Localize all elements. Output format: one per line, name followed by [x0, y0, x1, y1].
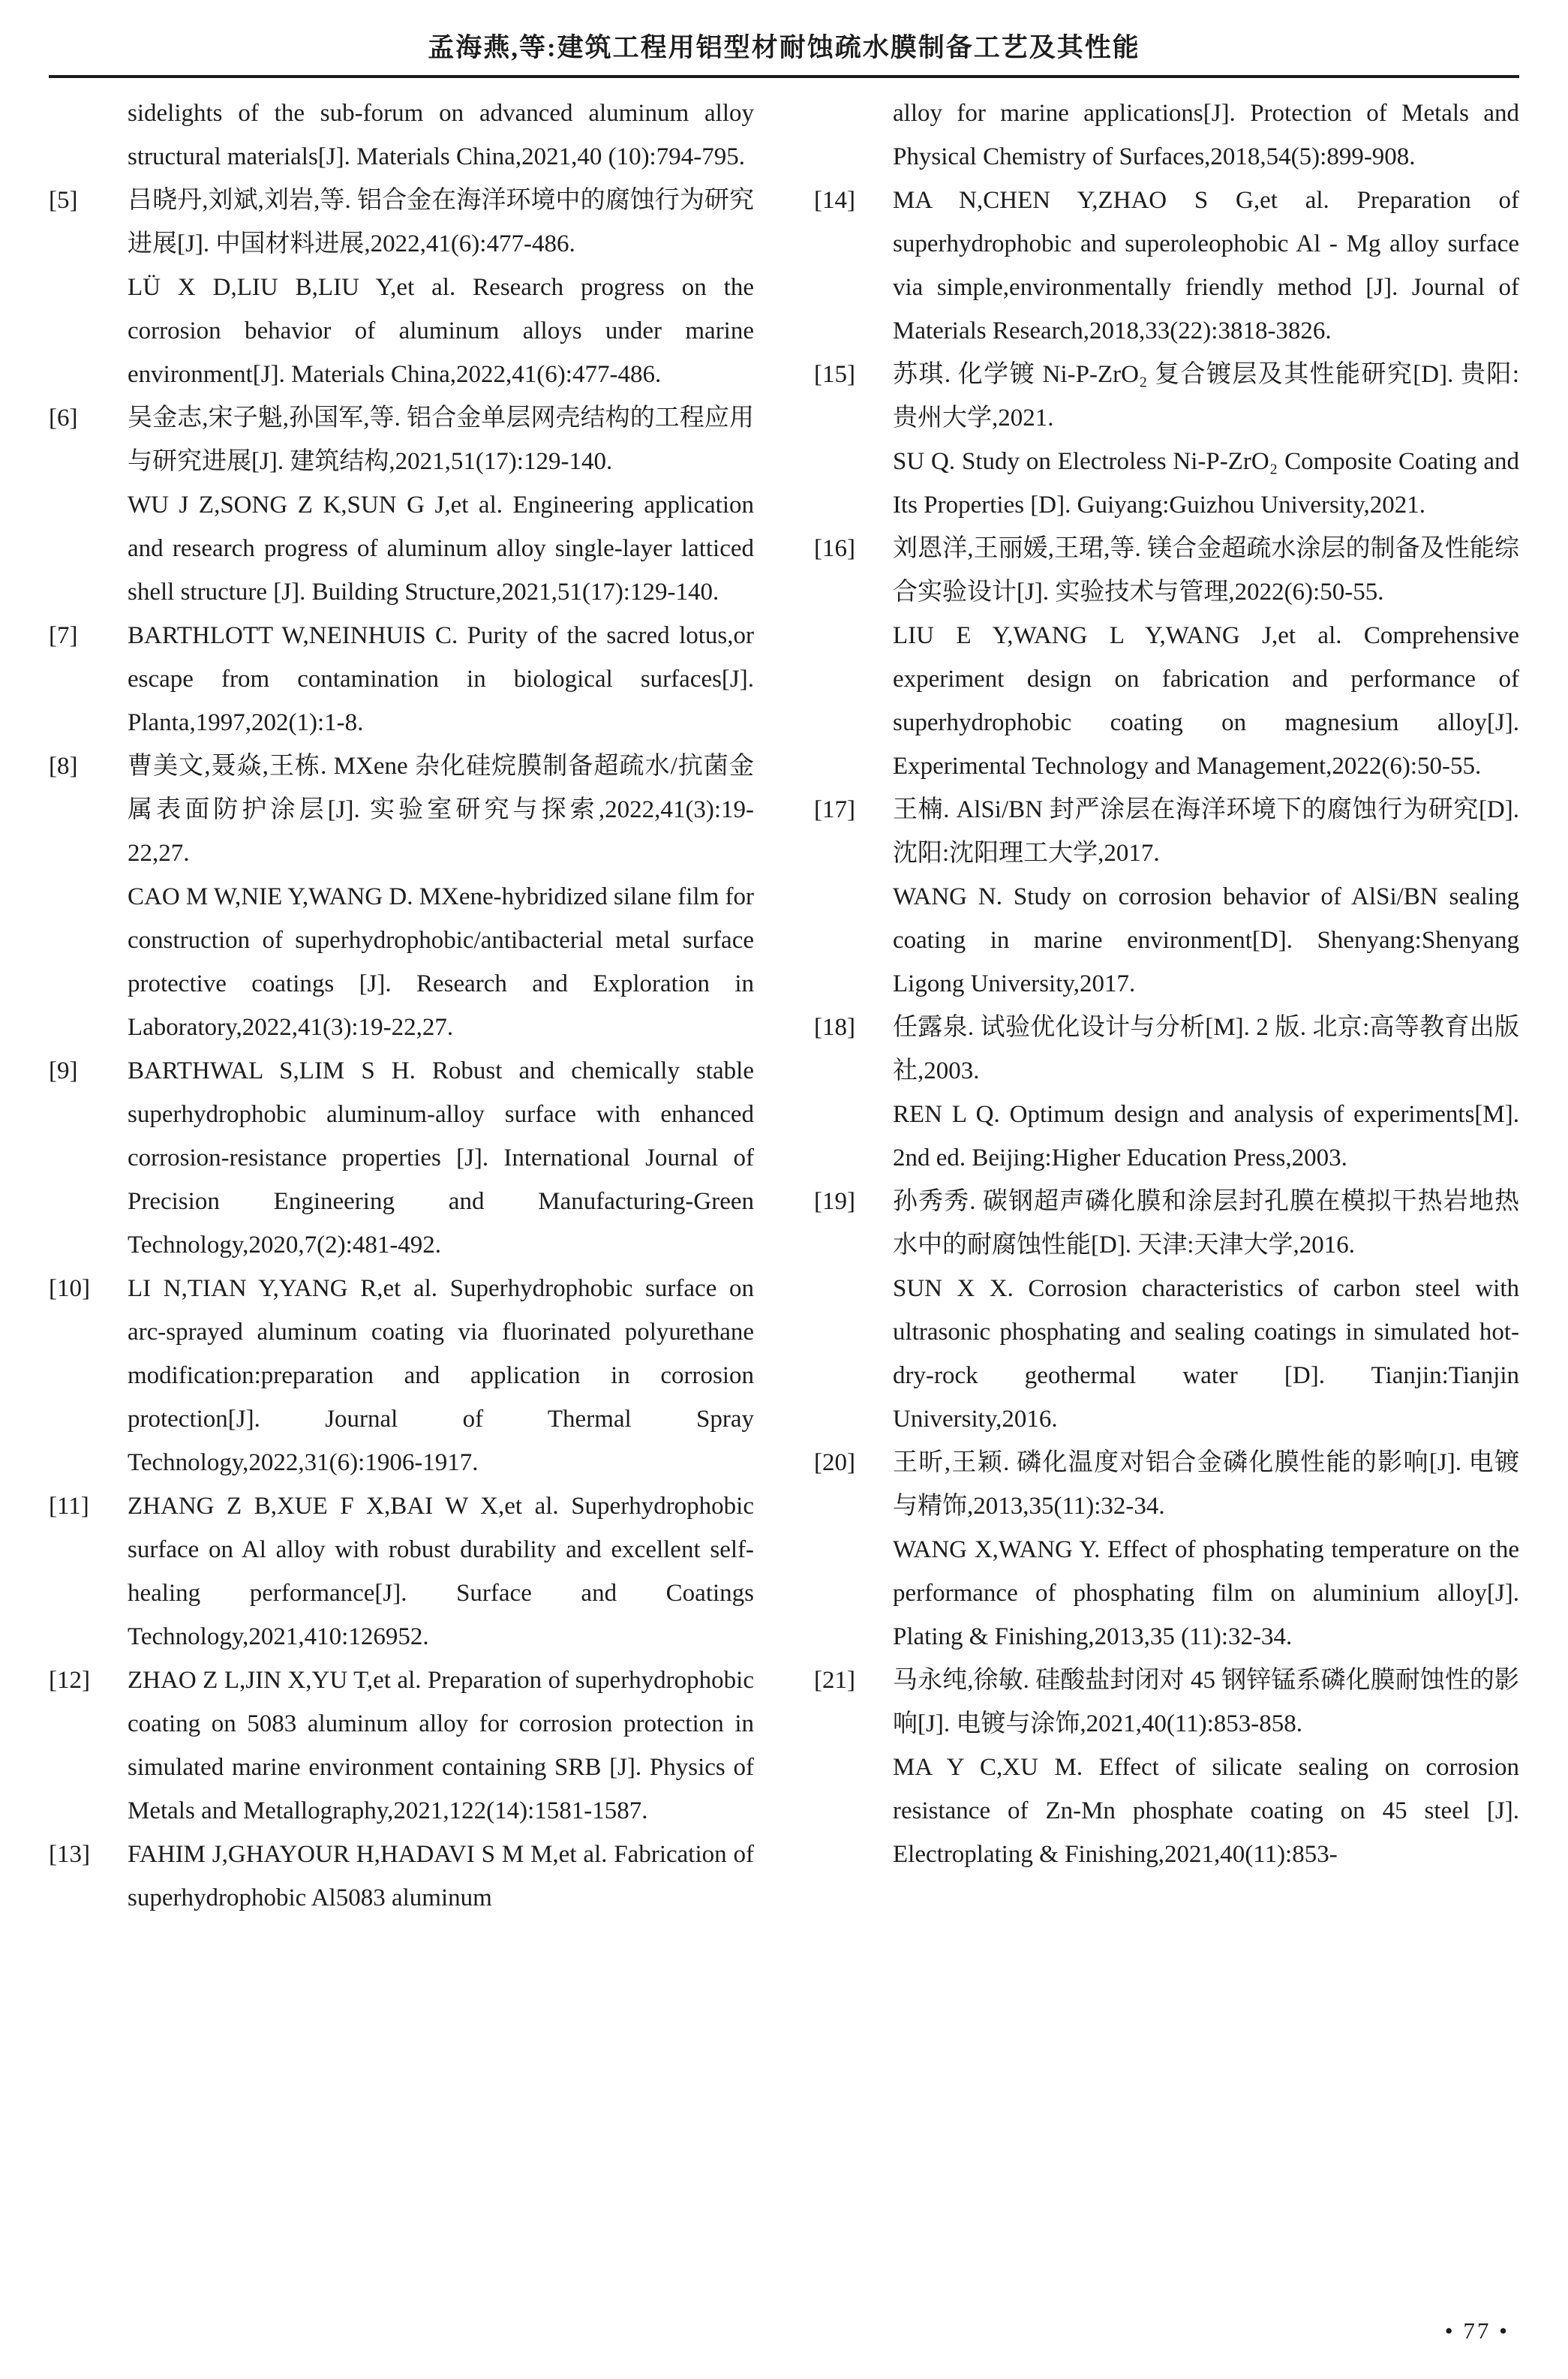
reference-text: [128, 614, 754, 744]
reference-text: [128, 1659, 754, 1833]
reference-citation: BARTHWAL S,LIM S H. Robust and chemically stable superhydrophobic aluminum-alloy surface with enhanced corrosion-resistance properties [J]. International Journal of Precision Engineering and Manufacturing-Green Technology,2020,7(2):481-492.: [128, 1057, 754, 1259]
reference-entry: [814, 179, 1519, 353]
reference-number: [20]: [814, 1449, 855, 1476]
reference-citation: 苏琪. 化学镀 Ni-P-ZrO₂ 复合镀层及其性能研究[D]. 贵阳:贵州大学,2021.: [893, 361, 1519, 432]
running-head-title: 孟海燕,等:建筑工程用铝型材耐蚀疏水膜制备工艺及其性能: [428, 33, 1140, 62]
reference-translation: MA Y C,XU M. Effect of silicate sealing on corrosion resistance of Zn-Mn phosphate coating on 45 steel [J]. Electroplating & Finishing,2021,40(11):853-: [893, 1754, 1519, 1868]
reference-number: [16]: [814, 535, 855, 562]
reference-number: [12]: [49, 1667, 90, 1694]
reference-citation: ZHAO Z L,JIN X,YU T,et al. Preparation of superhydrophobic coating on 5083 aluminum alloy for corrosion protection in simulated marine environment containing SRB [J]. Physics of Metals and Metallography,2021,122(14):1581-1587.: [128, 1667, 754, 1824]
reference-text: [893, 1180, 1519, 1441]
reference-text: [893, 1659, 1519, 1876]
reference-citation: 王楠. AlSi/BN 封严涂层在海洋环境下的腐蚀行为研究[D]. 沈阳:沈阳理工大学,2017.: [893, 796, 1519, 867]
reference-entry: [49, 1484, 754, 1659]
reference-translation: LÜ X D,LIU B,LIU Y,et al. Research progress on the corrosion behavior of aluminum alloys under marine environment[J]. Materials China,2022,41(6):477-486.: [128, 274, 754, 388]
reference-citation: LI N,TIAN Y,YANG R,et al. Superhydrophobic surface on arc-sprayed aluminum coating via fluorinated polyurethane modification:preparation and application in corrosion protection[J]. Journal of Thermal Spray Technology,2022,31(6):1906-1917.: [128, 1275, 754, 1476]
reference-translation: WANG N. Study on corrosion behavior of AlSi/BN sealing coating in marine environment[D]. Shenyang:Shenyang Ligong University,2017.: [893, 883, 1519, 997]
reference-text: [893, 179, 1519, 353]
reference-continuation: [814, 92, 1519, 179]
reference-number: [7]: [49, 622, 78, 649]
reference-entry: [814, 1441, 1519, 1659]
reference-text: [128, 1484, 754, 1659]
reference-number: [14]: [814, 187, 855, 214]
reference-entry: [49, 396, 754, 614]
reference-text: [893, 92, 1519, 179]
reference-number: [9]: [49, 1057, 78, 1084]
reference-citation: BARTHLOTT W,NEINHUIS C. Purity of the sacred lotus,or escape from contamination in biological surfaces[J]. Planta,1997,202(1):1-8.: [128, 622, 754, 736]
reference-number: [13]: [49, 1841, 90, 1868]
reference-entry: [814, 1180, 1519, 1441]
reference-citation: 任露泉. 试验优化设计与分析[M]. 2 版. 北京:高等教育出版社,2003.: [893, 1014, 1519, 1084]
reference-text: [128, 1049, 754, 1267]
reference-citation: alloy for marine applications[J]. Protection of Metals and Physical Chemistry of Surfaces,2018,54(5):899-908.: [893, 100, 1519, 170]
reference-number: [8]: [49, 753, 78, 780]
reference-citation: 刘恩洋,王丽媛,王珺,等. 镁合金超疏水涂层的制备及性能综合实验设计[J]. 实验技术与管理,2022(6):50-55.: [893, 535, 1519, 606]
reference-number: [11]: [49, 1493, 89, 1520]
reference-citation: MA N,CHEN Y,ZHAO S G,et al. Preparation of superhydrophobic and superoleophobic Al - Mg alloy surface via simple,environmentally friendly method [J]. Journal of Materials Research,2018,33(22):3818-3826.: [893, 187, 1519, 344]
reference-citation: 吴金志,宋子魁,孙国军,等. 铝合金单层网壳结构的工程应用与研究进展[J]. 建筑结构,2021,51(17):129-140.: [128, 405, 754, 475]
reference-continuation: [49, 92, 754, 179]
reference-citation: 曹美文,聂焱,王栋. MXene 杂化硅烷膜制备超疏水/抗菌金属表面防护涂层[J]. 实验室研究与探索,2022,41(3):19-22,27.: [128, 753, 754, 867]
references-left-column: [49, 92, 754, 1920]
reference-entry: [49, 179, 754, 396]
reference-citation: 吕晓丹,刘斌,刘岩,等. 铝合金在海洋环境中的腐蚀行为研究进展[J]. 中国材料进展,2022,41(6):477-486.: [128, 187, 754, 257]
reference-citation: 孙秀秀. 碳钢超声磷化膜和涂层封孔膜在模拟干热岩地热水中的耐腐蚀性能[D]. 天津:天津大学,2016.: [893, 1188, 1519, 1259]
reference-entry: [49, 1659, 754, 1833]
reference-text: [128, 1267, 754, 1484]
reference-entry: [814, 1006, 1519, 1180]
header-rule: [49, 75, 1519, 78]
reference-translation: WANG X,WANG Y. Effect of phosphating temperature on the performance of phosphating film on aluminium alloy[J]. Plating & Finishing,2013,35 (11):32-34.: [893, 1536, 1519, 1650]
reference-number: [18]: [814, 1014, 855, 1041]
reference-translation: SU Q. Study on Electroless Ni-P-ZrO₂ Composite Coating and Its Properties [D]. Guiyang:Guizhou University,2021.: [893, 448, 1519, 519]
reference-translation: REN L Q. Optimum design and analysis of experiments[M]. 2nd ed. Beijing:Higher Education Press,2003.: [893, 1101, 1519, 1171]
references-section: [49, 92, 1519, 1920]
reference-text: [128, 1833, 754, 1920]
reference-citation: FAHIM J,GHAYOUR H,HADAVI S M M,et al. Fabrication of superhydrophobic Al5083 aluminum: [128, 1841, 754, 1911]
reference-text: [893, 353, 1519, 527]
reference-number: [15]: [814, 361, 855, 388]
reference-entry: [49, 1049, 754, 1267]
reference-translation: LIU E Y,WANG L Y,WANG J,et al. Comprehensive experiment design on fabrication and performance of superhydrophobic coating on magnesium alloy[J]. Experimental Technology and Management,2022(6):50-55.: [893, 622, 1519, 780]
reference-citation: 王昕,王颖. 磷化温度对铝合金磷化膜性能的影响[J]. 电镀与精饰,2013,35(11):32-34.: [893, 1449, 1519, 1520]
references-right-column: [814, 92, 1519, 1920]
reference-entry: [49, 744, 754, 1049]
reference-number: [5]: [49, 187, 78, 214]
reference-entry: [814, 788, 1519, 1006]
reference-entry: [49, 1267, 754, 1484]
reference-number: [19]: [814, 1188, 855, 1215]
reference-text: [893, 1006, 1519, 1180]
reference-entry: [49, 614, 754, 744]
reference-number: [10]: [49, 1275, 90, 1302]
reference-text: [128, 744, 754, 1049]
reference-number: [6]: [49, 405, 78, 432]
reference-text: [893, 788, 1519, 1006]
reference-text: [128, 92, 754, 179]
reference-text: [893, 1441, 1519, 1659]
page-number: • 77 •: [1444, 2317, 1509, 2344]
reference-entry: [814, 353, 1519, 527]
reference-entry: [49, 1833, 754, 1920]
reference-translation: CAO M W,NIE Y,WANG D. MXene-hybridized silane film for construction of superhydrophobic/antibacterial metal surface protective coatings [J]. Research and Exploration in Laboratory,2022,41(3):19-22,27.: [128, 883, 754, 1041]
reference-entry: [814, 1659, 1519, 1876]
reference-citation: 马永纯,徐敏. 硅酸盐封闭对 45 钢锌锰系磷化膜耐蚀性的影响[J]. 电镀与涂饰,2021,40(11):853-858.: [893, 1667, 1519, 1737]
reference-text: [128, 179, 754, 396]
reference-number: [21]: [814, 1667, 855, 1694]
reference-entry: [814, 527, 1519, 788]
reference-citation: sidelights of the sub-forum on advanced aluminum alloy structural materials[J]. Materials China,2021,40 (10):794-795.: [128, 100, 754, 170]
reference-translation: SUN X X. Corrosion characteristics of carbon steel with ultrasonic phosphating and sealing coatings in simulated hot-dry-rock geothermal water [D]. Tianjin:Tianjin University,2016.: [893, 1275, 1519, 1433]
reference-text: [128, 396, 754, 614]
reference-text: [893, 527, 1519, 788]
reference-citation: ZHANG Z B,XUE F X,BAI W X,et al. Superhydrophobic surface on Al alloy with robust durability and excellent self-healing performance[J]. Surface and Coatings Technology,2021,410:126952.: [128, 1493, 754, 1650]
reference-translation: WU J Z,SONG Z K,SUN G J,et al. Engineering application and research progress of aluminum alloy single-layer latticed shell structure [J]. Building Structure,2021,51(17):129-140.: [128, 492, 754, 606]
reference-number: [17]: [814, 796, 855, 823]
